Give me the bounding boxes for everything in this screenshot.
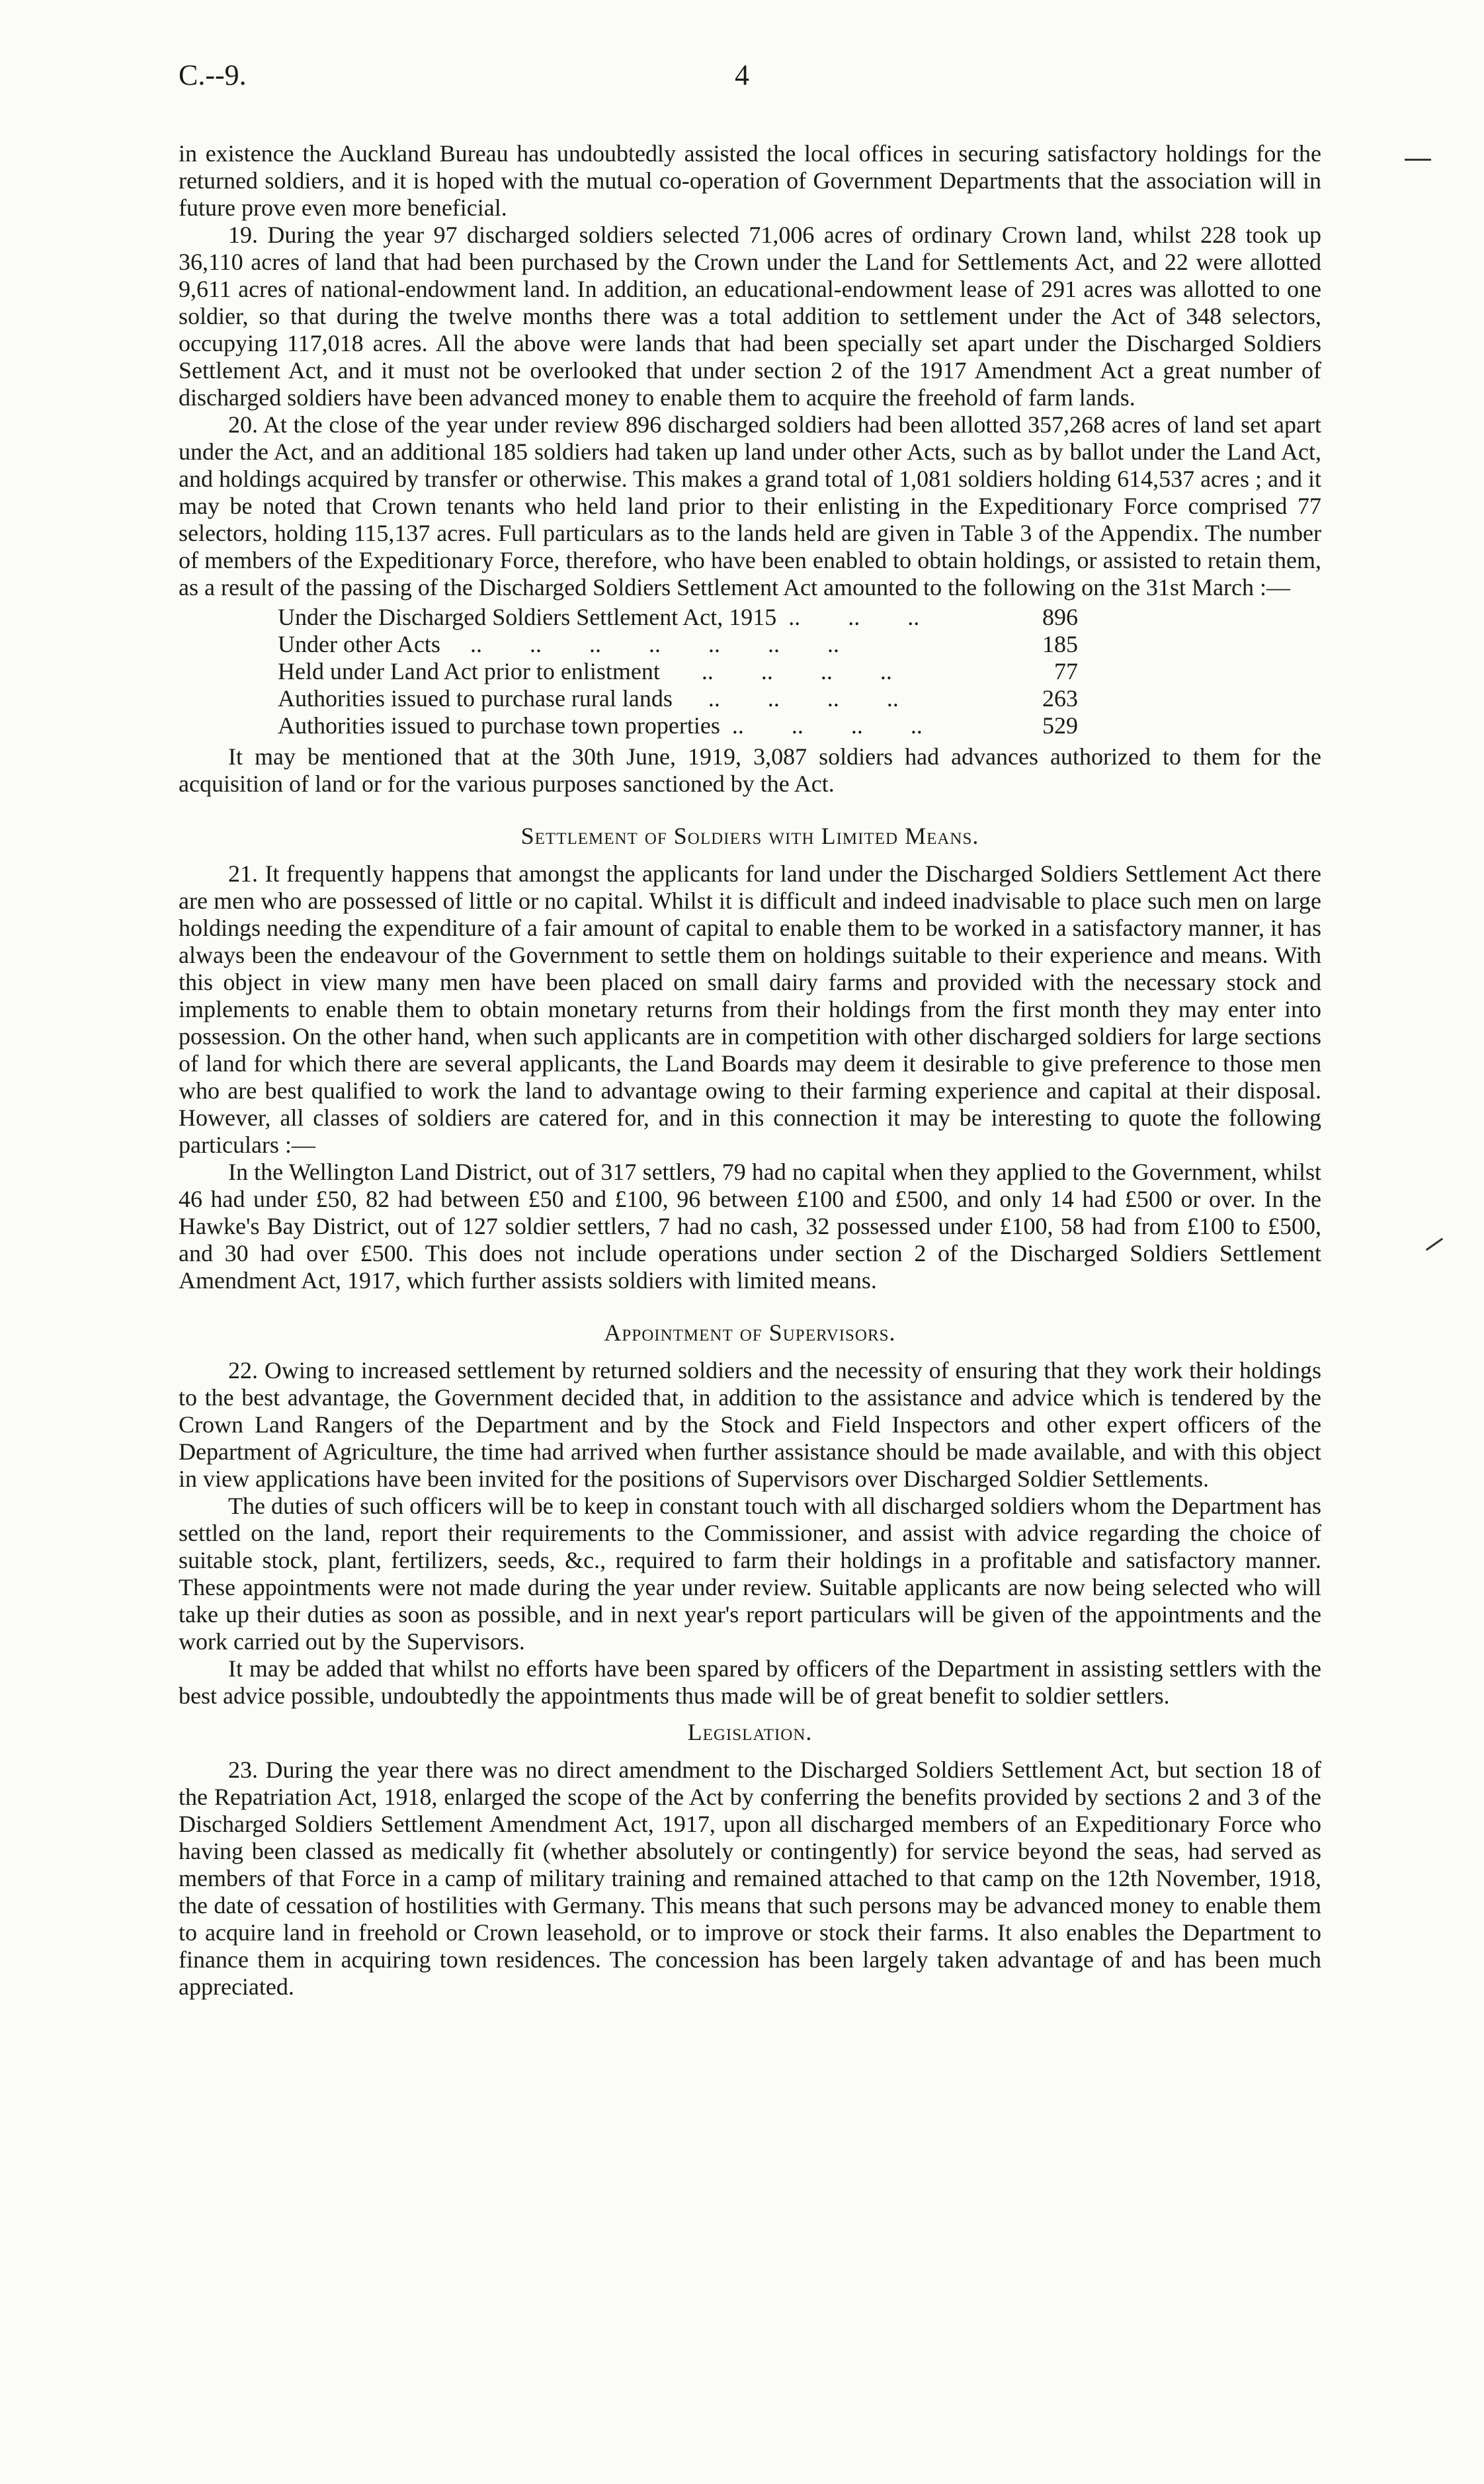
table-row xyxy=(278,685,1078,712)
paragraph-20: 20. At the close of the year under review 896 discharged soldiers had been allotted 357,268 acres of land set apart under the Act, and an additional 185 soldiers had taken up land under other Acts, such as by ballot under the Land Act, and holdings acquired by transfer or otherwise. This makes a grand total of 1,081 soldiers holding 614,537 acres ; and it may be noted that Crown tenants who held land prior to their enlisting in the Expeditionary Force comprised 77 selectors, holding 115,137 acres. Full particulars as to the lands held are given in Table 3 of the Appendix. The number of members of the Expeditionary Force, therefore, who have been enabled to obtain holdings, or assisted to retain them, as a result of the passing of the Discharged Soldiers Settlement Act amounted to the following on the 31st March :— xyxy=(179,411,1321,600)
document-body xyxy=(179,140,1321,2001)
paragraph-wellington: In the Wellington Land District, out of 317 settlers, 79 had no capital when they applied to the Government, whilst 46 had under £50, 82 had between £50 and £100, 96 between £100 and £500, and only 14 had £500 or over. In the Hawke's Bay District, out of 127 soldier settlers, 7 had no cash, 32 possessed under £100, 58 had from £100 to £500, and 30 had over £500. This does not include operations under section 2 of the Discharged Soldiers Settlement Amendment Act, 1917, which further assists soldiers with limited means. xyxy=(179,1159,1321,1294)
row-value: 185 xyxy=(1042,631,1078,657)
row-value: 896 xyxy=(1042,604,1078,630)
paragraph-added: It may be added that whilst no efforts have been spared by officers of the Department in assisting settlers with the best advice possible, undoubtedly the appointments thus made will be of great benefit to soldier settlers. xyxy=(179,1655,1321,1709)
paragraph-21: 21. It frequently happens that amongst the applicants for land under the Discharged Soldiers Settlement Act there are men who are possessed of little or no capital. Whilst it is difficult and indeed inadvisable to place such men on large holdings needing the expenditure of a fair amount of capital to enable them to be worked in a satisfactory manner, it has always been the endeavour of the Government to settle them on holdings suitable to their experience and means. With this object in view many men have been placed on small dairy farms and provided with the necessary stock and implements to enable them to obtain monetary returns from their holdings from the first month they may enter into possession. On the other hand, when such applicants are in competition with other discharged soldiers for large sections of land for which there are several applicants, the Land Boards may deem it desirable to give preference to those men who are best qualified to work the land to advantage owing to their farming experience and capital at their disposal. However, all classes of soldiers are catered for, and in this connection it may be interesting to quote the following particulars :— xyxy=(179,860,1321,1158)
row-value: 529 xyxy=(1042,712,1078,739)
margin-mark xyxy=(1426,1238,1443,1251)
paragraph-june-advances: It may be mentioned that at the 30th June, 1919, 3,087 soldiers had advances authorized to them for the acquisition of land or for the various purposes sanctioned by the Act. xyxy=(179,743,1321,797)
paragraph-duties: The duties of such officers will be to keep in constant touch with all discharged soldiers whom the Department has settled on the land, report their requirements to the Commissioner, and assist with advice regarding the choice of suitable stock, plant, fertilizers, seeds, &c., required to farm their holdings in a profitable and satisfactory manner. These appointments were not made during the year under review. Suitable applicants are now being selected who will take up their duties as soon as possible, and in next year's report particulars will be given of the appointments and the work carried out by the Supervisors. xyxy=(179,1493,1321,1655)
paragraph-19: 19. During the year 97 discharged soldiers selected 71,006 acres of ordinary Crown land, whilst 228 took up 36,110 acres of land that had been purchased by the Crown under the Land for Settlements Act, and 22 were allotted 9,611 acres of national-endowment land. In addition, an educational-endowment lease of 291 acres was allotted to one soldier, so that during the twelve months there was a total addition to settlement under the Act of 348 selectors, occupying 117,018 acres. All the above were lands that had been specially set apart under the Discharged Soldiers Settlement Act, and it must not be overlooked that under section 2 of the 1917 Amendment Act a great number of discharged soldiers have been advanced money to enable them to acquire the freehold of farm lands. xyxy=(179,222,1321,411)
table-row xyxy=(278,712,1078,739)
section-heading-limited-means: Settlement of Soldiers with Limited Means. xyxy=(520,823,979,849)
page-number: 4 xyxy=(735,59,749,91)
dot-leaders: .. .. .. xyxy=(776,604,920,630)
doc-code: C.--9. xyxy=(179,59,247,91)
row-value: 77 xyxy=(1054,658,1078,684)
table-row xyxy=(278,658,1078,685)
section-heading-legislation: Legislation. xyxy=(687,1719,813,1745)
dot-leaders: .. .. .. .. .. .. .. xyxy=(440,631,839,657)
paragraph-23: 23. During the year there was no direct amendment to the Discharged Soldiers Settlement Act, but section 18 of the Repatriation Act, 1918, enlarged the scope of the Act by conferring the benefits provided by sections 2 and 3 of the Discharged Soldiers Settlement Amendment Act, 1917, upon all discharged members of an Expeditionary Force who having been classed as medically fit (whether absolutely or contingently) for service beyond the seas, had served as members of that Force in a camp of military training and remained attached to that camp on the 12th November, 1918, the date of cessation of hostilities with Germany. This means that such persons may be advanced money to enable them to acquire land in freehold or Crown leasehold, or to improve or stock their farms. It also enables the Department to finance them in acquiring town residences. The concession has been largely taken advantage of and has been much appreciated. xyxy=(179,1757,1321,2000)
margin-mark xyxy=(1405,159,1431,161)
row-label: Held under Land Act prior to enlistment xyxy=(278,658,660,684)
paragraph-intro: in existence the Auckland Bureau has undoubtedly assisted the local offices in securing satisfactory holdings for the returned soldiers, and it is hoped with the mutual co-operation of Government Departments that the association will in future prove even more beneficial. xyxy=(179,140,1321,221)
soldier-holdings-table xyxy=(278,604,1078,739)
dot-leaders: .. .. .. .. xyxy=(659,658,892,684)
running-head xyxy=(179,58,1305,98)
row-value: 263 xyxy=(1042,685,1078,712)
table-row xyxy=(278,631,1078,658)
dot-leaders: .. .. .. .. xyxy=(672,685,899,712)
dot-leaders: .. .. .. .. xyxy=(720,712,923,739)
section-heading-supervisors: Appointment of Supervisors. xyxy=(604,1319,896,1346)
table-row xyxy=(278,604,1078,631)
row-label: Authorities issued to purchase rural lands xyxy=(278,685,673,712)
paragraph-22: 22. Owing to increased settlement by returned soldiers and the necessity of ensuring that they work their holdings to the best advantage, the Government decided that, in addition to the assistance and advice which is tendered by the Crown Land Rangers of the Department and by the Stock and Field Inspectors and other expert officers of the Department of Agriculture, the time had arrived when further assistance should be made available, and with this object in view applications have been invited for the positions of Supervisors over Discharged Soldier Settlements. xyxy=(179,1357,1321,1492)
row-label: Under other Acts xyxy=(278,631,440,657)
row-label: Under the Discharged Soldiers Settlement Act, 1915 xyxy=(278,604,777,630)
row-label: Authorities issued to purchase town properties xyxy=(278,712,720,739)
